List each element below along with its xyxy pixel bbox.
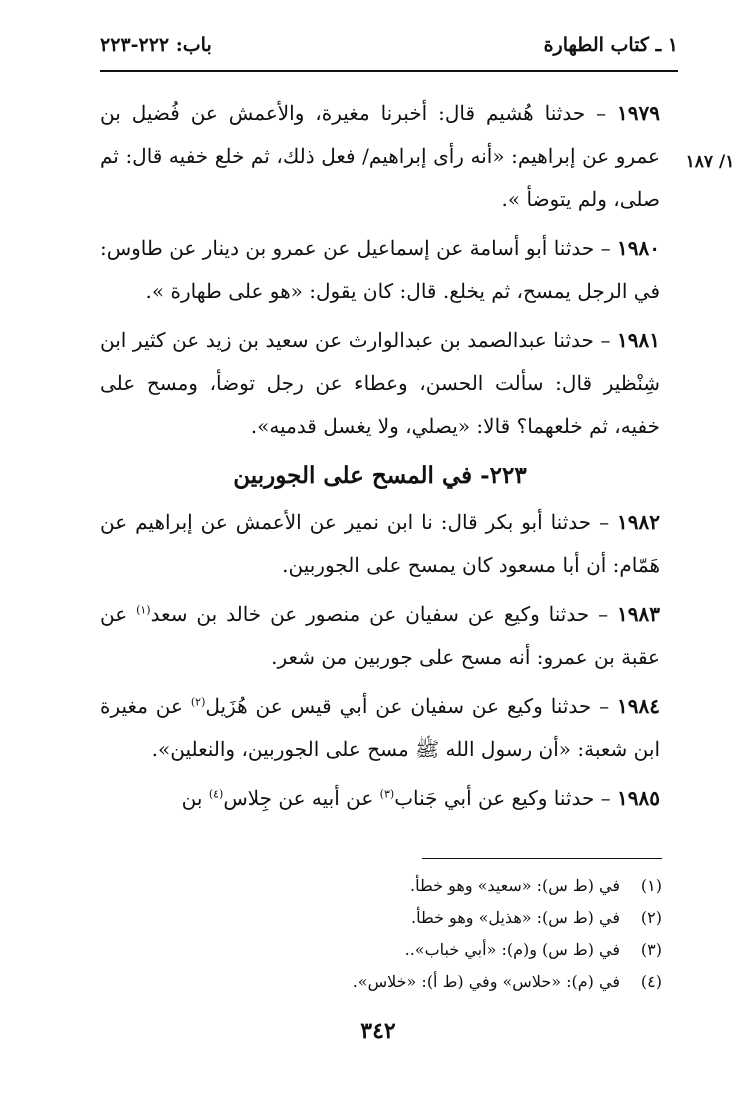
hadith-number: ١٩٨١ bbox=[617, 328, 660, 352]
footnote-mark: (٢) bbox=[640, 908, 662, 927]
hadith-paragraph bbox=[100, 777, 660, 820]
hadith-text: – حدثنا عبدالصمد بن عبدالوارث عن سعيد بن زيد عن كثير ابن شِنْظير قال: سألت الحسن، وعطاء عن رجل توضأ، ومسح على خفيه، ثم خلعهما؟ قالا: «يصلي، ولا يغسل قدميه». bbox=[100, 328, 660, 438]
hadith-paragraph bbox=[100, 593, 660, 679]
book-title: ١ ـ كتاب الطهارة bbox=[543, 34, 678, 56]
main-text bbox=[100, 92, 660, 826]
section-heading: ٢٢٣- في المسح على الجوربين bbox=[233, 462, 527, 489]
hadith-text: عن أبيه عن جِلاس bbox=[223, 786, 380, 810]
footnote bbox=[300, 902, 662, 934]
hadith-number: ١٩٨٤ bbox=[617, 694, 660, 718]
hadith-number: ١٩٨٣ bbox=[617, 602, 661, 626]
hadith-text: – حدثنا وكيع عن سفيان عن أبي قيس عن هُزَيل bbox=[205, 694, 618, 718]
footnote bbox=[300, 870, 662, 902]
footnote-marker: (٤) bbox=[208, 787, 224, 801]
hadith-number: ١٩٨٠ bbox=[617, 236, 660, 260]
margin-page-reference: ١/ ١٨٧ bbox=[685, 152, 735, 172]
hadith-text: – حدثنا وكيع عن سفيان عن منصور عن خالد بن سعد bbox=[150, 602, 618, 626]
running-header bbox=[100, 28, 678, 68]
footnote-divider bbox=[422, 858, 662, 859]
footnote-marker: (٣) bbox=[379, 787, 395, 801]
hadith-paragraph bbox=[100, 319, 660, 448]
footnote-text: في (م): «حلاس» وفي (ط أ): «خلاس». bbox=[352, 972, 620, 991]
hadith-number: ١٩٨٢ bbox=[617, 510, 660, 534]
header-divider bbox=[100, 70, 678, 72]
hadith-number: ١٩٨٥ bbox=[617, 786, 660, 810]
footnote-text: في (ط س): «هذيل» وهو خطأ. bbox=[410, 908, 620, 927]
footnote-text: في (ط س) و(م): «أبي خباب».. bbox=[404, 940, 620, 959]
footnote bbox=[300, 966, 662, 998]
hadith-text: بن bbox=[181, 786, 209, 810]
hadith-text: – حدثنا هُشيم قال: أخبرنا مغيرة، والأعمش عن فُضيل بن عمرو عن إبراهيم: «أنه رأى إبراهيم/ فعل ذلك، ثم خلع خفيه قال: ثم صلى، ولم يتوضأ ». bbox=[100, 101, 660, 211]
hadith-paragraph bbox=[100, 501, 660, 587]
chapter-range: باب: ٢٢٢-٢٢٣ bbox=[100, 34, 212, 56]
hadith-paragraph bbox=[100, 685, 660, 771]
hadith-text: – حدثنا وكيع عن أبي جَناب bbox=[394, 786, 618, 810]
footnote-marker: (١) bbox=[136, 603, 151, 617]
hadith-number: ١٩٧٩ bbox=[617, 101, 660, 125]
footnote-mark: (١) bbox=[640, 876, 662, 895]
hadith-paragraph bbox=[100, 227, 660, 313]
hadith-text: عن عقبة بن عمرو: أنه مسح على جوربين من شعر. bbox=[100, 602, 660, 669]
footnote-marker: (٢) bbox=[190, 695, 206, 709]
footnotes bbox=[300, 870, 662, 998]
hadith-text: – حدثنا أبو بكر قال: نا ابن نمير عن الأعمش عن إبراهيم عن هَمّام: أن أبا مسعود كان يمسح على الجوربين. bbox=[100, 510, 660, 577]
hadith-paragraph bbox=[100, 92, 660, 221]
footnote-text: في (ط س): «سعيد» وهو خطأ. bbox=[410, 876, 620, 895]
hadith-text: عن مغيرة ابن شعبة: «أن رسول الله ﷺ مسح على الجوربين، والنعلين». bbox=[100, 694, 660, 761]
footnote-mark: (٣) bbox=[640, 940, 662, 959]
hadith-text: – حدثنا أبو أسامة عن إسماعيل عن عمرو بن دينار عن طاوس: في الرجل يمسح، ثم يخلع. قال: كان يقول: «هو على طهارة ». bbox=[100, 236, 660, 303]
footnote-mark: (٤) bbox=[640, 972, 662, 991]
footnote bbox=[300, 934, 662, 966]
page-number: ٣٤٢ bbox=[360, 1018, 396, 1044]
